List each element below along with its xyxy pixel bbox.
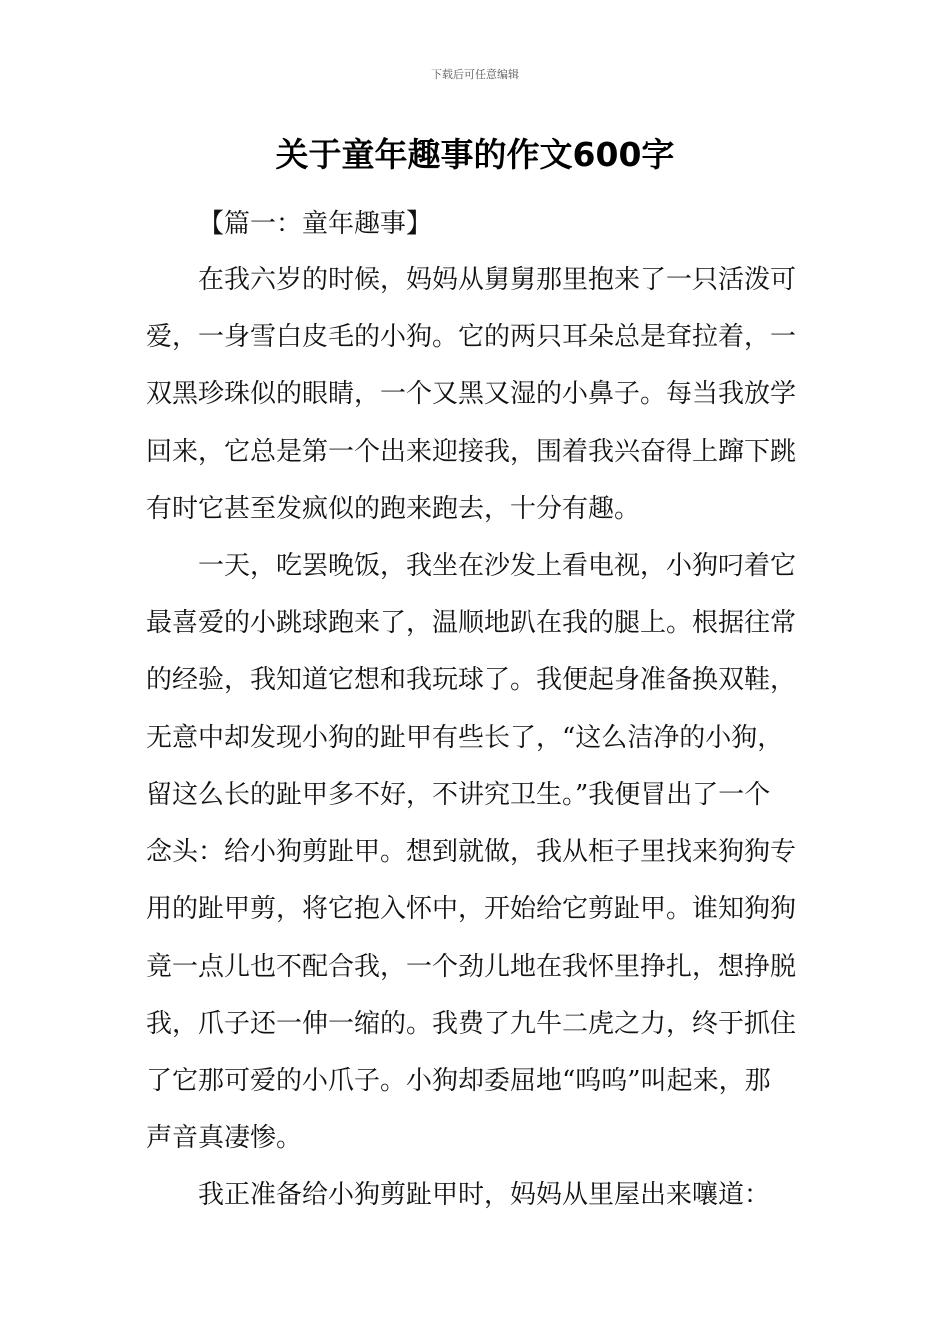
text-line: 的经验，我知道它想和我玩球了。我便起身准备换双鞋， xyxy=(146,665,797,695)
text-line: 无意中却发现小狗的趾甲有些长了，“这么洁净的小狗， xyxy=(146,723,784,753)
page-header-note: 下载后可任意编辑 xyxy=(431,68,519,81)
text-line: 在我六岁的时候，妈妈从舅舅那里抱来了一只活泼可 xyxy=(198,265,797,295)
text-line: 我，爪子还一伸一缩的。我费了九牛二虎之力，终于抓住 xyxy=(146,1009,797,1039)
section-heading: 【篇一：童年趣事】 xyxy=(198,209,433,239)
text-line: 留这么长的趾甲多不好，不讲究卫生。”我便冒出了一个 xyxy=(146,780,771,810)
text-line: 我正准备给小狗剪趾甲时，妈妈从里屋出来嚷道： xyxy=(198,1180,771,1210)
document-title: 关于童年趣事的作文600字 xyxy=(275,135,675,174)
text-line: 声音真凄惨。 xyxy=(146,1123,303,1153)
text-line: 一天，吃罢晚饭，我坐在沙发上看电视，小狗叼着它 xyxy=(198,551,797,581)
text-line: 用的趾甲剪，将它抱入怀中，开始给它剪趾甲。谁知狗狗 xyxy=(146,894,797,924)
text-line: 回来，它总是第一个出来迎接我，围着我兴奋得上蹿下跳 xyxy=(146,437,797,467)
text-line: 竟一点儿也不配合我，一个劲儿地在我怀里挣扎，想挣脱 xyxy=(146,952,797,982)
text-line: 最喜爱的小跳球跑来了，温顺地趴在我的腿上。根据往常 xyxy=(146,608,797,638)
text-line: 爱，一身雪白皮毛的小狗。它的两只耳朵总是耷拉着，一 xyxy=(146,322,797,352)
text-line: 有时它甚至发疯似的跑来跑去，十分有趣。 xyxy=(146,494,641,524)
text-line: 念头：给小狗剪趾甲。想到就做，我从柜子里找来狗狗专 xyxy=(146,837,797,867)
text-line: 双黑珍珠似的眼睛，一个又黑又湿的小鼻子。每当我放学 xyxy=(146,379,797,409)
text-line: 了它那可爱的小爪子。小狗却委屈地“呜呜”叫起来，那 xyxy=(146,1066,771,1096)
